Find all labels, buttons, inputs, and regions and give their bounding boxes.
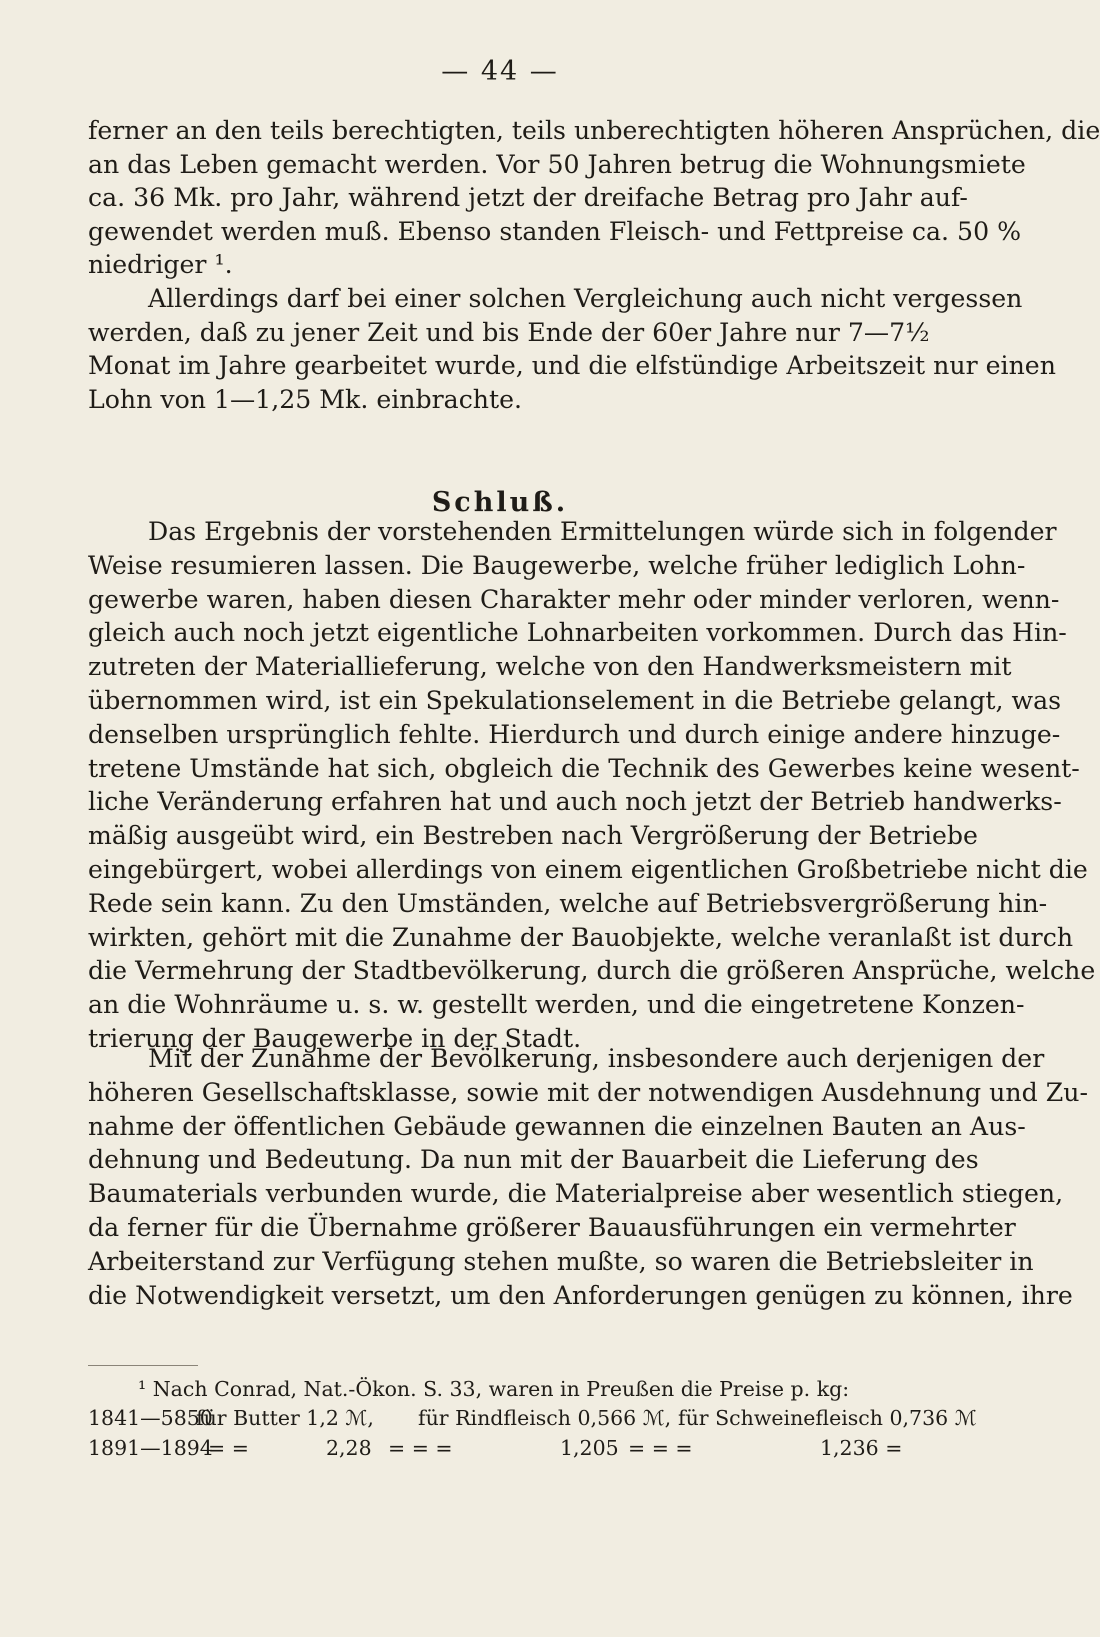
footnote-period: 1841—5850 [88,1406,213,1430]
text-line: Monat im Jahre gearbeitet wurde, und die elfstündige Arbeitszeit nur einen [88,351,1056,381]
text-line: Lohn von 1—1,25 Mk. einbrachte. [88,384,523,414]
text-line: werden, daß zu jener Zeit und bis Ende der 60er Jahre nur 7—7½ [88,317,930,347]
text-line: Arbeiterstand zur Verfügung stehen mußte, so waren die Betriebsleiter in [88,1246,1034,1276]
text-line: niedriger ¹. [88,250,233,280]
footnote-beef-price: für Rindfleisch 0,566 ℳ, [418,1406,672,1430]
text-line: tretene Umstände hat sich, obgleich die Technik des Gewerbes keine wesent- [88,753,1080,783]
text-line: nahme der öffentlichen Gebäude gewannen die einzelnen Bauten an Aus- [88,1111,1026,1141]
text-line: die Vermehrung der Stadtbevölkerung, durch die größeren Ansprüche, welche [88,956,1096,986]
ditto-marks: = = = [628,1436,693,1460]
text-line: Baumaterials verbunden wurde, die Materialpreise aber wesentlich stiegen, [88,1179,1064,1209]
footnote-beef-price: 1,205 [560,1436,619,1460]
footnote-row-1891 [88,1434,926,1462]
footnote-intro: ¹ Nach Conrad, Nat.-Ökon. S. 33, waren in Preußen die Preise p. kg: [138,1377,850,1401]
ditto-marks: = = = [388,1436,453,1460]
ditto-marks: = = [208,1436,249,1460]
text-line: dehnung und Bedeutung. Da nun mit der Bauarbeit die Lieferung des [88,1145,979,1175]
text-line: an das Leben gemacht werden. Vor 50 Jahren betrug die Wohnungsmiete [88,149,1026,179]
text-line: ca. 36 Mk. pro Jahr, während jetzt der dreifache Betrag pro Jahr auf- [88,183,968,213]
text-line: Das Ergebnis der vorstehenden Ermittelungen würde sich in folgender [148,517,1057,546]
text-line: Mit der Zunahme der Bevölkerung, insbesondere auch derjenigen der [148,1044,1045,1073]
text-line: höheren Gesellschaftsklasse, sowie mit der notwendigen Ausdehnung und Zu- [88,1077,1088,1107]
section-heading: Schluß. [431,487,569,518]
footnote-butter-price: für Butter 1,2 ℳ, [196,1406,374,1430]
footnote-row-1841 [88,1404,977,1432]
text-line: Allerdings darf bei einer solchen Vergleichung auch nicht vergessen [148,284,1023,313]
text-line: liche Veränderung erfahren hat und auch noch jetzt der Betrieb handwerks- [88,787,1062,817]
text-line: zutreten der Materiallieferung, welche von den Handwerksmeistern mit [88,652,1012,682]
text-line: gleich auch noch jetzt eigentliche Lohnarbeiten vorkommen. Durch das Hin- [88,618,1067,648]
text-line: übernommen wird, ist ein Spekulationselement in die Betriebe gelangt, was [88,686,1062,715]
footnote-pork-price: 1,236 = [820,1436,903,1460]
footnote-pork-price: für Schweinefleisch 0,736 ℳ [678,1406,977,1430]
footnote-rule [88,1365,198,1366]
text-line: denselben ursprünglich fehlte. Hierdurch und durch einige andere hinzuge- [88,719,1061,749]
page-number: — 44 — [441,56,559,87]
text-line: Rede sein kann. Zu den Umständen, welche auf Betriebsvergrößerung hin- [88,888,1048,918]
text-line: Weise resumieren lassen. Die Baugewerbe, welche früher lediglich Lohn- [88,550,1026,580]
text-line: trierung der Baugewerbe in der Stadt. [88,1024,582,1053]
footnote-butter-price: 2,28 [326,1436,372,1460]
text-line: ferner an den teils berechtigten, teils unberechtigten höheren Ansprüchen, die [88,116,1100,145]
text-line: gewendet werden muß. Ebenso standen Fleisch- und Fettpreise ca. 50 % [88,216,1022,246]
text-line: wirkten, gehört mit die Zunahme der Bauobjekte, welche veranlaßt ist durch [88,922,1074,952]
text-line: die Notwendigkeit versetzt, um den Anforderungen genügen zu können, ihre [88,1280,1073,1310]
text-line: mäßig ausgeübt wird, ein Bestreben nach Vergrößerung der Betriebe [88,821,978,851]
text-line: eingebürgert, wobei allerdings von einem eigentlichen Großbetriebe nicht die [88,855,1088,884]
text-line: da ferner für die Übernahme größerer Bauausführungen ein vermehrter [88,1213,1016,1242]
text-line: gewerbe waren, haben diesen Charakter mehr oder minder verloren, wenn- [88,584,1060,614]
text-line: an die Wohnräume u. s. w. gestellt werden, und die eingetretene Konzen- [88,990,1025,1020]
footnote-period: 1891—1894 [88,1436,213,1460]
